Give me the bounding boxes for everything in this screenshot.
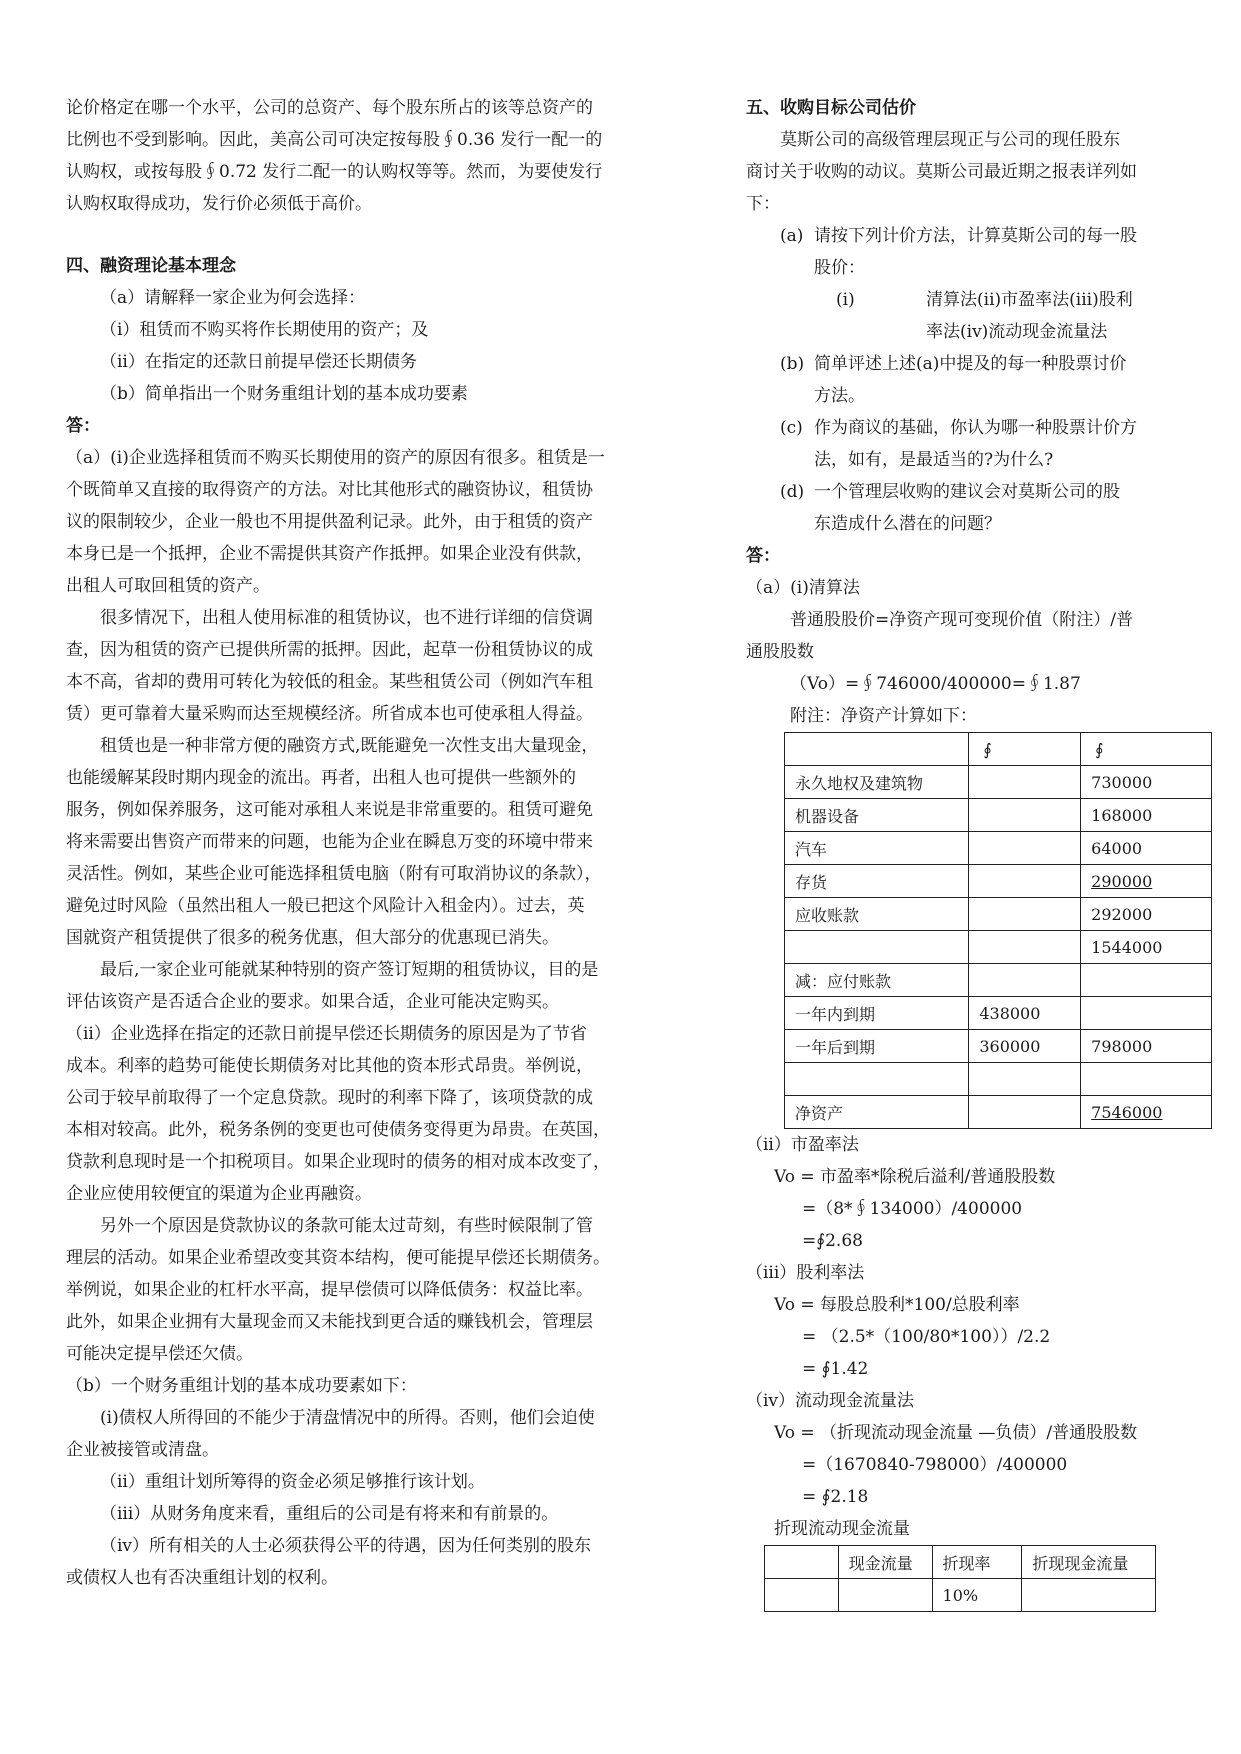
- formula-line: 通股股数: [746, 642, 814, 662]
- question-label: (d): [780, 482, 805, 502]
- row-value: 360000: [969, 1030, 1081, 1063]
- row-total: 290000: [1081, 865, 1212, 898]
- formula-line: =（1670840-798000）/400000: [802, 1455, 1068, 1475]
- cashflow-table: [764, 1545, 1156, 1612]
- method-heading: （iv）流动现金流量法: [746, 1391, 915, 1411]
- row-label: 机器设备: [785, 799, 969, 832]
- intro-line: 莫斯公司的高级管理层现正与公司的现任股东: [780, 130, 1120, 150]
- row-total: 7546000: [1081, 1096, 1212, 1129]
- answer-label: 答：: [746, 546, 780, 566]
- answer-line: （ii）企业选择在指定的还款日前提早偿还长期债务的原因是为了节省: [66, 1024, 587, 1044]
- paragraph-line: 举例说，如果企业的杠杆水平高，提早偿债可以降低债务：权益比率。: [66, 1280, 593, 1300]
- right-column: [746, 92, 1218, 1612]
- method-line: 清算法(ii)市盈率法(iii)股利: [926, 290, 1133, 310]
- row-total: [1081, 964, 1212, 997]
- note-line: 附注：净资产计算如下：: [790, 706, 977, 726]
- intro-line: 下：: [746, 194, 780, 214]
- table-row: [785, 1030, 1212, 1063]
- row-value: [969, 832, 1081, 865]
- row-cell: [1022, 1579, 1156, 1612]
- answer-line: 出租人可取回租赁的资产。: [66, 576, 270, 596]
- section-heading: 五、收购目标公司估价: [746, 98, 916, 118]
- row-total: 730000: [1081, 766, 1212, 799]
- question-line: 简单评述上述(a)中提及的每一种股票讨价: [814, 354, 1127, 374]
- question-line: 请按下列计价方法，计算莫斯公司的每一股: [814, 226, 1137, 246]
- answer-line: 本身已是一个抵押，企业不需提供其资产作抵押。如果企业没有供款，: [66, 544, 593, 564]
- answer-b-line: （iii）从财务角度来看，重组后的公司是有将来和有前景的。: [100, 1504, 559, 1524]
- row-label: 净资产: [785, 1096, 969, 1129]
- intro-line: 商讨关于收购的动议。莫斯公司最近期之报表详列如: [746, 162, 1137, 182]
- answer-line: 本相对较高。此外，税务条例的变更也可使债务变得更为昂贵。在英国，: [66, 1120, 610, 1140]
- table-header-row: [765, 1546, 1156, 1579]
- answer-label: 答：: [66, 416, 100, 436]
- paragraph-line: 也能缓解某段时期内现金的流出。再者，出租人也可提供一些额外的: [66, 768, 576, 788]
- row-label: 存货: [785, 865, 969, 898]
- intro-line: 比例也不受到影响。因此，美高公司可决定按每股∮0.36 发行一配一的: [66, 130, 603, 150]
- method-heading: （a）(i)清算法: [746, 578, 860, 598]
- paragraph-line: 很多情况下，出租人使用标准的租赁协议，也不进行详细的信贷调: [100, 608, 593, 628]
- row-total: 1544000: [1081, 931, 1212, 964]
- table-row: [785, 832, 1212, 865]
- row-total: 168000: [1081, 799, 1212, 832]
- question-item: [780, 412, 1218, 476]
- header-cell: [785, 733, 969, 766]
- paragraph-line: 查，因为租赁的资产已提供所需的抵押。因此，起草一份租赁协议的成: [66, 640, 593, 660]
- paragraph-line: 另外一个原因是贷款协议的条款可能太过苛刻，有些时候限制了管: [100, 1216, 593, 1236]
- row-value: [969, 766, 1081, 799]
- answer-line: 公司于较早前取得了一个定息贷款。现时的利率下降了，该项贷款的成: [66, 1088, 593, 1108]
- header-cell: [765, 1546, 839, 1579]
- method-list: [746, 284, 1218, 348]
- answer-b-line: (i)债权人所得回的不能少于清盘情况中的所得。否则，他们会迫使: [100, 1408, 595, 1428]
- paragraph-line: 国就资产租赁提供了很多的税务优惠，但大部分的优惠现已消失。: [66, 928, 559, 948]
- answer-line: 个既简单又直接的取得资产的方法。对比其他形式的融资协议，租赁协: [66, 480, 593, 500]
- net-assets-table: [784, 732, 1212, 1129]
- method-line: 率法(iv)流动现金流量法: [926, 322, 1108, 342]
- row-value: [969, 1096, 1081, 1129]
- header-cell: ∮: [1081, 733, 1212, 766]
- paragraph-line: 理层的活动。如果企业希望改变其资本结构，便可能提早偿还长期债务。: [66, 1248, 610, 1268]
- table-row: [785, 1096, 1212, 1129]
- question-line: （i）租赁而不购买将作长期使用的资产；及: [100, 320, 429, 340]
- row-label: 应收账款: [785, 898, 969, 931]
- row-value: [969, 865, 1081, 898]
- formula-line: = ∮1.42: [802, 1359, 869, 1379]
- question-list: [746, 220, 1218, 284]
- formula-line: 普通股股价=净资产现可变现价值（附注）/普: [790, 610, 1133, 630]
- row-cell: [765, 1579, 839, 1612]
- intro-line: 论价格定在哪一个水平，公司的总资产、每个股东所占的该等总资产的: [66, 98, 593, 118]
- answer-b-line: 或债权人也有否决重组计划的权利。: [66, 1568, 338, 1588]
- table-row: [765, 1579, 1156, 1612]
- row-value: [969, 964, 1081, 997]
- method-heading: （ii）市盈率法: [746, 1135, 859, 1155]
- question-item: [780, 220, 1218, 284]
- answer-line: 议的限制较少，企业一般也不用提供盈利记录。此外，由于租赁的资产: [66, 512, 593, 532]
- paragraph-line: 本不高，省却的费用可转化为较低的租金。某些租赁公司（例如汽车租: [66, 672, 593, 692]
- header-cell: 折现现金流量: [1022, 1546, 1156, 1579]
- row-label: [785, 931, 969, 964]
- header-cell: 现金流量: [838, 1546, 932, 1579]
- answer-line: （a）(i)企业选择租赁而不购买长期使用的资产的原因有很多。租赁是一: [66, 448, 605, 468]
- question-item: [780, 348, 1218, 412]
- formula-line: =（8*∮134000）/400000: [802, 1199, 1023, 1219]
- question-line: 方法。: [814, 386, 865, 406]
- paragraph-line: 租赁也是一种非常方便的融资方式,既能避免一次性支出大量现金，: [100, 736, 599, 756]
- table-row: [785, 865, 1212, 898]
- row-value: [969, 898, 1081, 931]
- row-total: [1081, 997, 1212, 1030]
- question-line: 一个管理层收购的建议会对莫斯公司的股: [814, 482, 1120, 502]
- question-label: (a): [780, 226, 804, 246]
- row-label: 减：应付账款: [785, 964, 969, 997]
- question-list: [746, 348, 1218, 540]
- question-line: 法，如有，是最适当的?为什么?: [814, 450, 1054, 470]
- paragraph-line: 此外，如果企业拥有大量现金而又未能找到更合适的赚钱机会，管理层: [66, 1312, 593, 1332]
- table-row: [785, 766, 1212, 799]
- answer-b-line: 企业被接管或清盘。: [66, 1440, 219, 1460]
- row-label: 永久地权及建筑物: [785, 766, 969, 799]
- question-line: 作为商议的基础，你认为哪一种股票计价方: [814, 418, 1137, 438]
- row-label: 汽车: [785, 832, 969, 865]
- question-line: 东造成什么潜在的问题？: [814, 514, 1001, 534]
- section-heading: 四、融资理论基本理念: [66, 256, 236, 276]
- question-text: [814, 348, 1218, 412]
- question-text: [814, 220, 1218, 284]
- formula-line: = ∮2.18: [802, 1487, 869, 1507]
- row-value: 438000: [969, 997, 1081, 1030]
- row-label: 一年后到期: [785, 1030, 969, 1063]
- question-label: (c): [780, 418, 803, 438]
- row-total: 798000: [1081, 1030, 1212, 1063]
- paragraph-line: 灵活性。例如，某些企业可能选择租赁电脑（附有可取消协议的条款），: [66, 864, 602, 884]
- question-label: (b): [780, 354, 805, 374]
- row-total: [1081, 1063, 1212, 1096]
- answer-line: 企业应使用较便宜的渠道为企业再融资。: [66, 1184, 372, 1204]
- paragraph-line: 最后,一家企业可能就某种特别的资产签订短期的租赁协议，目的是: [100, 960, 599, 980]
- question-line: 股价：: [814, 258, 865, 278]
- paragraph-line: 将来需要出售资产而带来的问题，也能为企业在瞬息万变的环境中带来: [66, 832, 593, 852]
- formula-line: = （2.5*（100/80*100））/2.2: [802, 1327, 1051, 1347]
- question-item: [780, 476, 1218, 540]
- formula-line: Vo = （折现流动现金流量 —负债）/普通股股数: [774, 1423, 1138, 1443]
- answer-b-intro: （b）一个财务重组计划的基本成功要素如下：: [66, 1376, 417, 1396]
- answer-b-line: （iv）所有相关的人士必须获得公平的待遇，因为任何类别的股东: [100, 1536, 592, 1556]
- row-total: 292000: [1081, 898, 1212, 931]
- row-value: [969, 1063, 1081, 1096]
- calculation-line: （Vo）=∮746000/400000=∮1.87: [790, 674, 1081, 694]
- method-label: (i): [836, 290, 855, 310]
- formula-line: =∮2.68: [802, 1231, 863, 1251]
- row-cell: 10%: [932, 1579, 1022, 1612]
- question-text: [814, 412, 1218, 476]
- paragraph-line: 服务，例如保养服务，这可能对承租人来说是非常重要的。租赁可避免: [66, 800, 593, 820]
- table-row: [785, 964, 1212, 997]
- question-line: （b）简单指出一个财务重组计划的基本成功要素: [100, 384, 468, 404]
- left-column: [66, 92, 654, 1594]
- answer-line: 贷款利息现时是一个扣税项目。如果企业现时的债务的相对成本改变了，: [66, 1152, 610, 1172]
- row-label: 一年内到期: [785, 997, 969, 1030]
- header-cell: 折现率: [932, 1546, 1022, 1579]
- method-text: [926, 284, 1133, 348]
- table-row: [785, 1063, 1212, 1096]
- row-label: [785, 1063, 969, 1096]
- table-row: [785, 931, 1212, 964]
- table-row: [785, 799, 1212, 832]
- row-total: 64000: [1081, 832, 1212, 865]
- header-cell: ∮: [969, 733, 1081, 766]
- intro-line: 认购权，或按每股∮0.72 发行二配一的认购权等等。然而，为要使发行: [66, 162, 603, 182]
- row-value: [969, 931, 1081, 964]
- paragraph-line: 赁）更可靠着大量采购而达至规模经济。所省成本也可使承租人得益。: [66, 704, 593, 724]
- question-line: （ii）在指定的还款日前提早偿还长期债务: [100, 352, 417, 372]
- answer-b-line: （ii）重组计划所筹得的资金必须足够推行该计划。: [100, 1472, 485, 1492]
- intro-line: 认购权取得成功，发行价必须低于高价。: [66, 194, 372, 214]
- table-row: [785, 997, 1212, 1030]
- question-line: （a）请解释一家企业为何会选择：: [100, 288, 366, 308]
- paragraph-line: 评估该资产是否适合企业的要求。如果合适，企业可能决定购买。: [66, 992, 559, 1012]
- question-text: [814, 476, 1218, 540]
- answer-line: 成本。利率的趋势可能使长期债务对比其他的资本形式昂贵。举例说，: [66, 1056, 593, 1076]
- formula-line: Vo = 每股总股利*100/总股利率: [774, 1295, 1020, 1315]
- paragraph-line: 可能决定提早偿还欠债。: [66, 1344, 253, 1364]
- paragraph-line: 避免过时风险（虽然出租人一般已把这个风险计入租金内）。过去，英: [66, 896, 585, 916]
- row-cell: [838, 1579, 932, 1612]
- table-title: 折现流动现金流量: [774, 1519, 910, 1539]
- formula-line: Vo = 市盈率*除税后溢利/普通股股数: [774, 1167, 1056, 1187]
- row-value: [969, 799, 1081, 832]
- method-heading: （iii）股利率法: [746, 1263, 865, 1283]
- table-header-row: [785, 733, 1212, 766]
- table-row: [785, 898, 1212, 931]
